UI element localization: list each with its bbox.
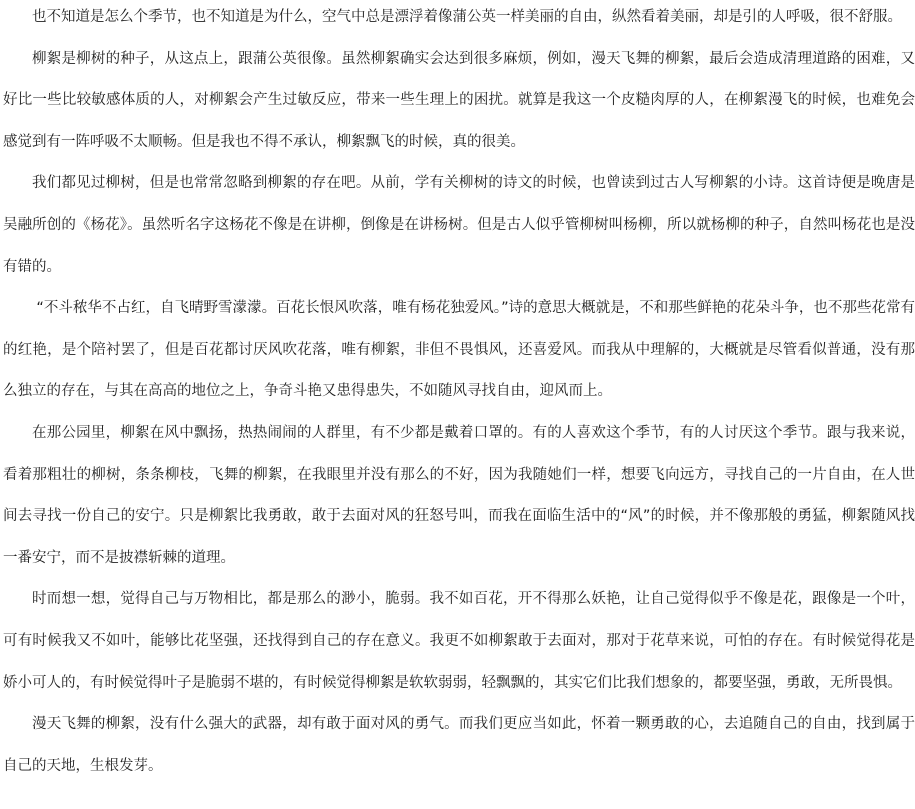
paragraph-6: 时而想一想，觉得自己与万物相比，都是那么的渺小，脆弱。我不如百花，开不得那么妖艳，让自己觉得似乎不像是花，跟像是一个叶，可有时候我又不如叶，能够比花坚强，还找得到自己的存在意义。我更不如柳絮敢于去面对，那对于花草来说，可怕的存在。有时候觉得花是娇小可人的，有时候觉得叶子是脆弱不堪的，有时候觉得柳絮是软软弱弱，轻飘飘的，其实它们比我们想象的，都要坚强，勇敢，无所畏惧。	[3, 591, 915, 691]
paragraph-2: 柳絮是柳树的种子，从这点上，跟蒲公英很像。虽然柳絮确实会达到很多麻烦，例如，漫天飞舞的柳絮，最后会造成清理道路的困难，又好比一些比较敏感体质的人，对柳絮会产生过敏反应，带来一些生理上的困扰。就算是我这一个皮糙肉厚的人，在柳絮漫飞的时候，也难免会感觉到有一阵呼吸不太顺畅。但是我也不得不承认，柳絮飘飞的时候，真的很美。	[3, 50, 915, 150]
paragraph-1: 也不知道是怎么个季节，也不知道是为什么，空气中总是漂浮着像蒲公英一样美丽的自由，纵然看着美丽，却是引的人呼吸，很不舒服。	[32, 9, 902, 25]
article-body	[3, 0, 915, 787]
paragraph-4: “不斗秾华不占红，自飞晴野雪濛濛。百花长恨风吹落，唯有杨花独爱风。”诗的意思大概就是，不和那些鲜艳的花朵斗争，也不那些花常有的红艳，是个陪衬罢了，但是百花都讨厌风吹花落，唯有柳絮，非但不畏惧风，还喜爱风。而我从中理解的，大概就是尽管看似普通，没有那么独立的存在，与其在高高的地位之上，争奇斗艳又患得患失，不如随风寻找自由，迎风而上。	[3, 300, 915, 400]
paragraph-3: 我们都见过柳树，但是也常常忽略到柳絮的存在吧。从前，学有关柳树的诗文的时候，也曾读到过古人写柳絮的小诗。这首诗便是晚唐是吴融所创的《杨花》。虽然听名字这杨花不像是在讲柳，倒像是在讲杨树。但是古人似乎管柳树叫杨柳，所以就杨柳的种子，自然叫杨花也是没有错的。	[3, 175, 915, 275]
paragraph-7: 漫天飞舞的柳絮，没有什么强大的武器，却有敢于面对风的勇气。而我们更应当如此，怀着一颗勇敢的心，去追随自己的自由，找到属于自己的天地，生根发芽。	[3, 716, 915, 774]
paragraph-5: 在那公园里，柳絮在风中飘扬，热热闹闹的人群里，有不少都是戴着口罩的。有的人喜欢这个季节，有的人讨厌这个季节。跟与我来说，看着那粗壮的柳树，条条柳枝，飞舞的柳絮，在我眼里并没有那么的不好，因为我随她们一样，想要飞向远方，寻找自己的一片自由，在人世间去寻找一份自己的安宁。只是柳絮比我勇敢，敢于去面对风的狂怒号叫，而我在面临生活中的“风”的时候，并不像那般的勇猛，柳絮随风找一番安宁，而不是披襟斩棘的道理。	[3, 424, 915, 566]
